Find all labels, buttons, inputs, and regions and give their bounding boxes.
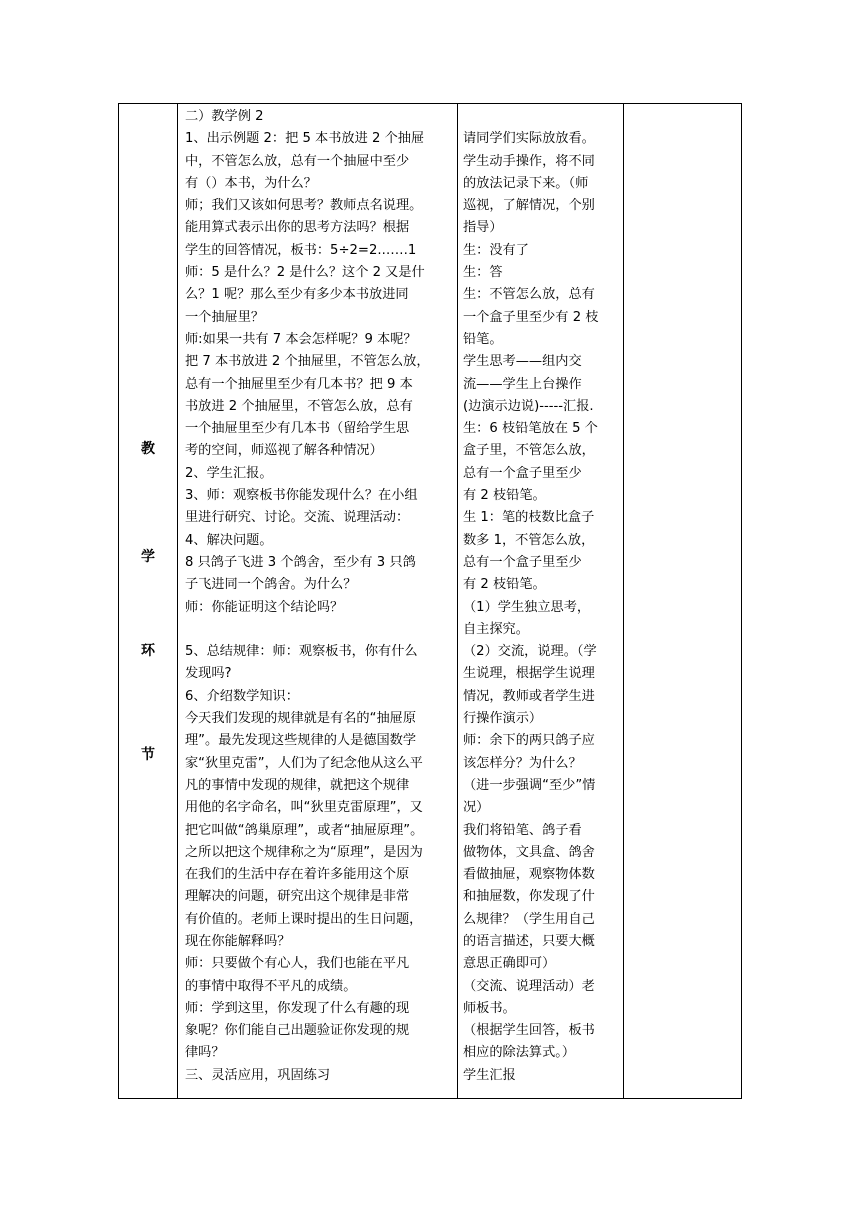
text-line: （交流、说理活动）老 [463, 978, 595, 994]
text-line: 请同学们实际放放看。 [463, 131, 595, 147]
text-line: 能用算式表示出你的思考方法吗？根据 [185, 220, 410, 236]
text-line: 师:如果一共有 7 本会怎样呢？9 本呢？ [185, 331, 417, 347]
text-line: 有（）本书，为什么？ [185, 175, 317, 191]
text-line: 发现吗? [185, 666, 232, 682]
teacher-activity-text [178, 104, 457, 1087]
text-line: 生：答 [463, 265, 503, 281]
text-line: 的事情中取得不平凡的成绩。 [185, 978, 357, 994]
text-line: 流——学生上台操作 [463, 376, 582, 392]
text-line: 现在你能解释吗？ [185, 933, 291, 949]
text-line: 把它叫做“鸽巢原理”，或者“抽屉原理”。 [185, 822, 424, 838]
text-line: 有 2 枝铅笔。 [463, 577, 546, 593]
text-line: 行操作演示） [463, 711, 543, 727]
section-label-cell [119, 104, 178, 1099]
text-line: 么？1 呢？那么至少有多少本书放进同 [185, 287, 409, 303]
text-line: 理解决的问题，研究出这个规律是非常 [185, 889, 410, 905]
text-line: 5、总结规律：师：观察板书，你有什么 [185, 644, 418, 660]
text-line: 一个抽屉里？ [185, 309, 265, 325]
text-line: 我们将铅笔、鸽子看 [463, 822, 582, 838]
text-line: 把 7 本书放进 2 个抽屉里，不管怎么放， [185, 354, 430, 370]
text-line: 该怎样分？为什么？ [463, 755, 582, 771]
text-line: 师：学到这里，你发现了什么有趣的现 [185, 1000, 410, 1016]
text-line: 生：不管怎么放，总有 [463, 287, 595, 303]
text-line: 家“狄里克雷”，人们为了纪念他从这么平 [185, 755, 423, 771]
section-label-char: 学 [141, 549, 155, 565]
text-line: 2、学生汇报。 [185, 465, 273, 481]
text-line: 况） [463, 800, 490, 816]
text-line: 理”。最先发现这些规律的人是德国数学 [185, 733, 417, 749]
text-line: 生 1：笔的枝数比盒子 [463, 510, 595, 526]
section-label-char: 环 [141, 643, 155, 659]
lesson-table [118, 103, 742, 1099]
text-line: 做物体，文具盒、鸽舍 [463, 844, 595, 860]
text-line: (边演示边说)-----汇报. [463, 398, 594, 414]
text-line: 师：5 是什么？2 是什么？这个 2 又是什 [185, 265, 425, 281]
text-line: 和抽屉数，你发现了什 [463, 889, 595, 905]
text-line: 今天我们发现的规律就是有名的“抽屉原 [185, 711, 417, 727]
text-line: （进一步强调“至少”情 [463, 777, 596, 793]
text-line: 巡视，了解情况，个别 [463, 198, 595, 214]
text-line: 书放进 2 个抽屉里，不管怎么放，总有 [185, 398, 413, 414]
notes-cell [624, 104, 742, 1099]
text-line: 3、师：观察板书你能发现什么？在小组 [185, 488, 418, 504]
text-line: 师：只要做个有心人，我们也能在平凡 [185, 956, 410, 972]
text-line: 师：余下的两只鸽子应 [463, 733, 595, 749]
text-line: 总有一个抽屉里至少有几本书？把 9 本 [185, 376, 413, 392]
text-line: 中，不管怎么放，总有一个抽屉中至少 [185, 153, 410, 169]
student-activity-cell [458, 104, 624, 1099]
text-line: 4、解决问题。 [185, 532, 273, 548]
text-line: （2）交流，说理。（学 [463, 644, 597, 660]
text-line: 学生汇报 [463, 1067, 516, 1083]
text-line: （根据学生回答，板书 [463, 1023, 595, 1039]
text-line: 师；我们又该如何思考？教师点名说理。 [185, 198, 423, 214]
text-line: 情况，教师或者学生进 [463, 688, 595, 704]
text-line [185, 619, 453, 641]
teacher-activity-cell [178, 104, 458, 1099]
text-line: 之所以把这个规律称之为“原理”，是因为 [185, 844, 423, 860]
text-line: 数多 1，不管怎么放， [463, 532, 595, 548]
text-line: 指导） [463, 220, 503, 236]
text-line: 1、出示例题 2：把 5 本书放进 2 个抽屉 [185, 131, 425, 147]
text-line: 二）教学例 2 [185, 109, 264, 124]
text-line: 总有一个盒子里至少 [463, 554, 582, 570]
text-line [463, 106, 620, 128]
text-line: 师板书。 [463, 1000, 516, 1016]
lesson-row [119, 104, 742, 1099]
text-line: 总有一个盒子里至少 [463, 465, 582, 481]
text-line: 里进行研究、讨论。交流、说理活动： [185, 510, 410, 526]
text-line: 凡的事情中发现的规律，就把这个规律 [185, 777, 410, 793]
text-line: （1）学生独立思考， [463, 599, 591, 615]
section-label-char: 教 [141, 441, 155, 457]
text-line: 在我们的生活中存在着许多能用这个原 [185, 867, 410, 883]
section-label-char: 节 [141, 747, 155, 763]
text-line: 8 只鸽子飞进 3 个鸽舍，至少有 3 只鸽 [185, 554, 416, 570]
text-line: 看做抽屉，观察物体数 [463, 867, 595, 883]
text-line: 么规律？（学生用自己 [463, 911, 595, 927]
text-line: 一个盒子里至少有 2 枝 [463, 309, 599, 325]
text-line: 学生动手操作，将不同 [463, 153, 595, 169]
student-activity-text [458, 104, 623, 1087]
text-line: 有价值的。老师上课时提出的生日问题， [185, 911, 423, 927]
text-line: 师：你能证明这个结论吗？ [185, 599, 344, 615]
text-line: 生：没有了 [463, 242, 529, 258]
text-line: 象呢？你们能自己出题验证你发现的规 [185, 1023, 410, 1039]
text-line: 学生的回答情况，板书：5÷2=2.……1 [185, 242, 417, 258]
text-line: 生：6 枝铅笔放在 5 个 [463, 421, 598, 437]
text-line: 子飞进同一个鸽舍。为什么？ [185, 577, 357, 593]
text-line: 盒子里，不管怎么放， [463, 443, 595, 459]
section-label-stack [119, 104, 177, 1098]
text-line: 的语言描述，只要大概 [463, 933, 595, 949]
text-line: 律吗？ [185, 1045, 225, 1061]
text-line: 三、灵活应用，巩固练习 [185, 1067, 331, 1083]
text-line: 的放法记录下来。（师 [463, 175, 589, 191]
text-line: 考的空间，师巡视了解各种情况） [185, 443, 383, 459]
text-line: 意思正确即可） [463, 956, 556, 972]
text-line: 自主探究。 [463, 621, 529, 637]
text-line: 相应的除法算式。） [463, 1045, 576, 1061]
text-line: 6、介绍数学知识： [185, 688, 299, 704]
text-line: 生说理，根据学生说理 [463, 666, 595, 682]
text-line: 一个抽屉里至少有几本书（留给学生思 [185, 421, 410, 437]
text-line: 铅笔。 [463, 331, 503, 347]
text-line: 学生思考——组内交 [463, 354, 582, 370]
text-line: 用他的名字命名，叫“狄里克雷原理”，又 [185, 800, 423, 816]
text-line: 有 2 枝铅笔。 [463, 488, 546, 504]
